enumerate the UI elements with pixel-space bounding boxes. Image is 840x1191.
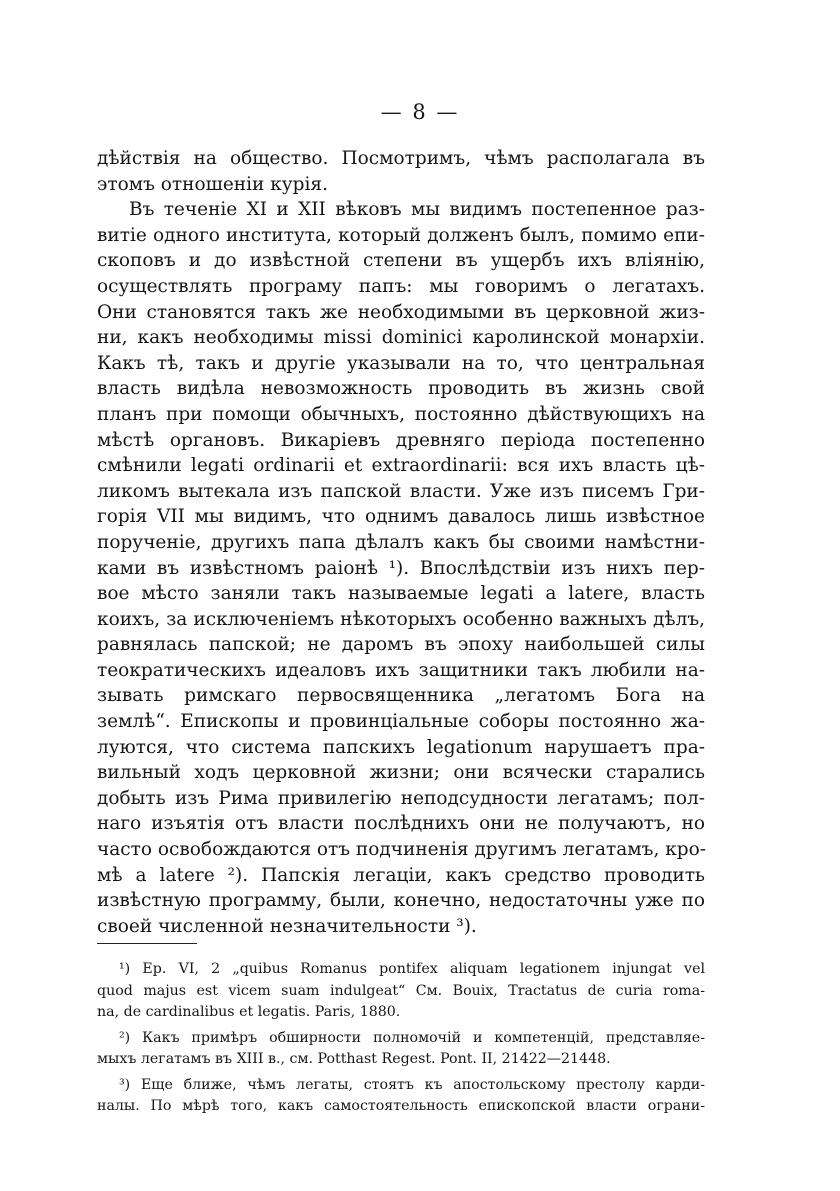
body-line: этомъ отношеніи курія. xyxy=(97,173,328,195)
body-line: ликомъ вытекала изъ папской власти. Уже изъ писемъ Гри- xyxy=(97,480,705,502)
body-line: осуществлять програму папъ: мы говоримъ о легатахъ. xyxy=(97,275,705,297)
footnote-line: quod majus est vicem suam indulgeat“ См. Bouix, Tractatus de curia roma- xyxy=(97,982,705,999)
body-line: смѣнили legati ordinarii et extraordinarii: вся ихъ власть цѣ- xyxy=(97,455,705,477)
footnote-line: ³) Еще ближе, чѣмъ легаты, стоятъ къ апостольскому престолу карди- xyxy=(119,1076,705,1093)
body-line: скоповъ и до извѣстной степени въ ущербъ ихъ вліянію, xyxy=(97,250,705,272)
body-line: планъ при помощи обычныхъ, постоянно дѣйствующихъ на xyxy=(97,403,705,425)
body-line: зывать римскаго первосвященника „легатомъ Бога на xyxy=(97,685,705,707)
footnotes xyxy=(97,959,705,1122)
body-line: мѣстѣ органовъ. Викаріевъ древняго періода постепенно xyxy=(97,429,705,451)
page-number: — 8 — xyxy=(380,100,460,124)
body-line: мѣ a latere ²). Папскія легаціи, какъ средство проводить xyxy=(97,864,705,886)
body-line: ками въ извѣстномъ раіонѣ ¹). Впослѣдствіи изъ нихъ пер- xyxy=(97,557,705,579)
body-line: равнялась папской; не даромъ въ эпоху наибольшей силы xyxy=(97,634,705,656)
footnote-line: ¹) Ep. VI, 2 „quibus Romanus pontifex aliquam legationem injungat vel xyxy=(119,961,705,977)
footnote-2 xyxy=(97,1028,705,1071)
footnote-line: мыхъ легатамъ въ XIII в., см. Potthast Regest. Pont. II, 21422—21448. xyxy=(97,1051,611,1067)
body-line: власть видѣла невозможность проводить въ жизнь свой xyxy=(97,378,705,400)
body-text xyxy=(97,146,705,939)
body-line: луются, что система папскихъ legationum нарушаетъ пра- xyxy=(97,736,705,758)
body-line: витіе одного института, который долженъ былъ, помимо епи- xyxy=(97,224,705,246)
body-line: коихъ, за исключеніемъ нѣкоторыхъ особенно важныхъ дѣлъ, xyxy=(97,608,705,630)
body-line: Какъ тѣ, такъ и другіе указывали на то, что центральная xyxy=(97,352,705,374)
body-line: горія VII мы видимъ, что однимъ давалось лишь извѣстное xyxy=(97,506,705,528)
footnote-1 xyxy=(97,959,705,1024)
body-line: теократическихъ идеаловъ ихъ защитники такъ любили на- xyxy=(97,659,705,681)
body-line: часто освобождаются отъ подчиненія другимъ легатамъ, кро- xyxy=(97,839,707,861)
footnote-line: na, de cardinalibus et legatis. Paris, 1880. xyxy=(97,1004,401,1020)
body-line: ни, какъ необходимы missi dominici каролинской монархіи. xyxy=(97,327,705,349)
footnote-line: ²) Какъ примѣръ обширности полномочій и компетенцій, представляе- xyxy=(119,1029,705,1046)
body-line: Они становятся такъ же необходимыми въ церковной жиз- xyxy=(97,301,705,323)
body-line: вое мѣсто заняли такъ называемые legati a latere, власть xyxy=(97,583,705,605)
body-line: добыть изъ Рима привилегію неподсудности легатамъ; пол- xyxy=(97,787,705,809)
body-line: извѣстную программу, были, конечно, недостаточны уже по xyxy=(97,890,705,912)
footnote-line: налы. По мѣрѣ того, какъ самостоятельность епископской власти ограни- xyxy=(97,1098,705,1114)
body-line: своей численной незначительности ³). xyxy=(97,915,477,937)
body-line: дѣйствія на общество. Посмотримъ, чѣмъ располагала въ xyxy=(97,148,705,169)
body-line: наго изъятія отъ власти послѣднихъ они не получаютъ, но xyxy=(97,813,705,835)
footnote-3 xyxy=(97,1075,705,1118)
body-line: Въ теченіе XI и XII вѣковъ мы видимъ постепенное раз- xyxy=(129,199,705,221)
body-line: порученіе, другихъ папа дѣлалъ какъ бы своими намѣстни- xyxy=(97,531,705,553)
body-line: вильный ходъ церковной жизни; они всячески старались xyxy=(97,762,705,784)
footnote-divider xyxy=(97,943,197,944)
body-line: землѣ“. Епископы и провинціальные соборы постоянно жа- xyxy=(97,711,705,733)
